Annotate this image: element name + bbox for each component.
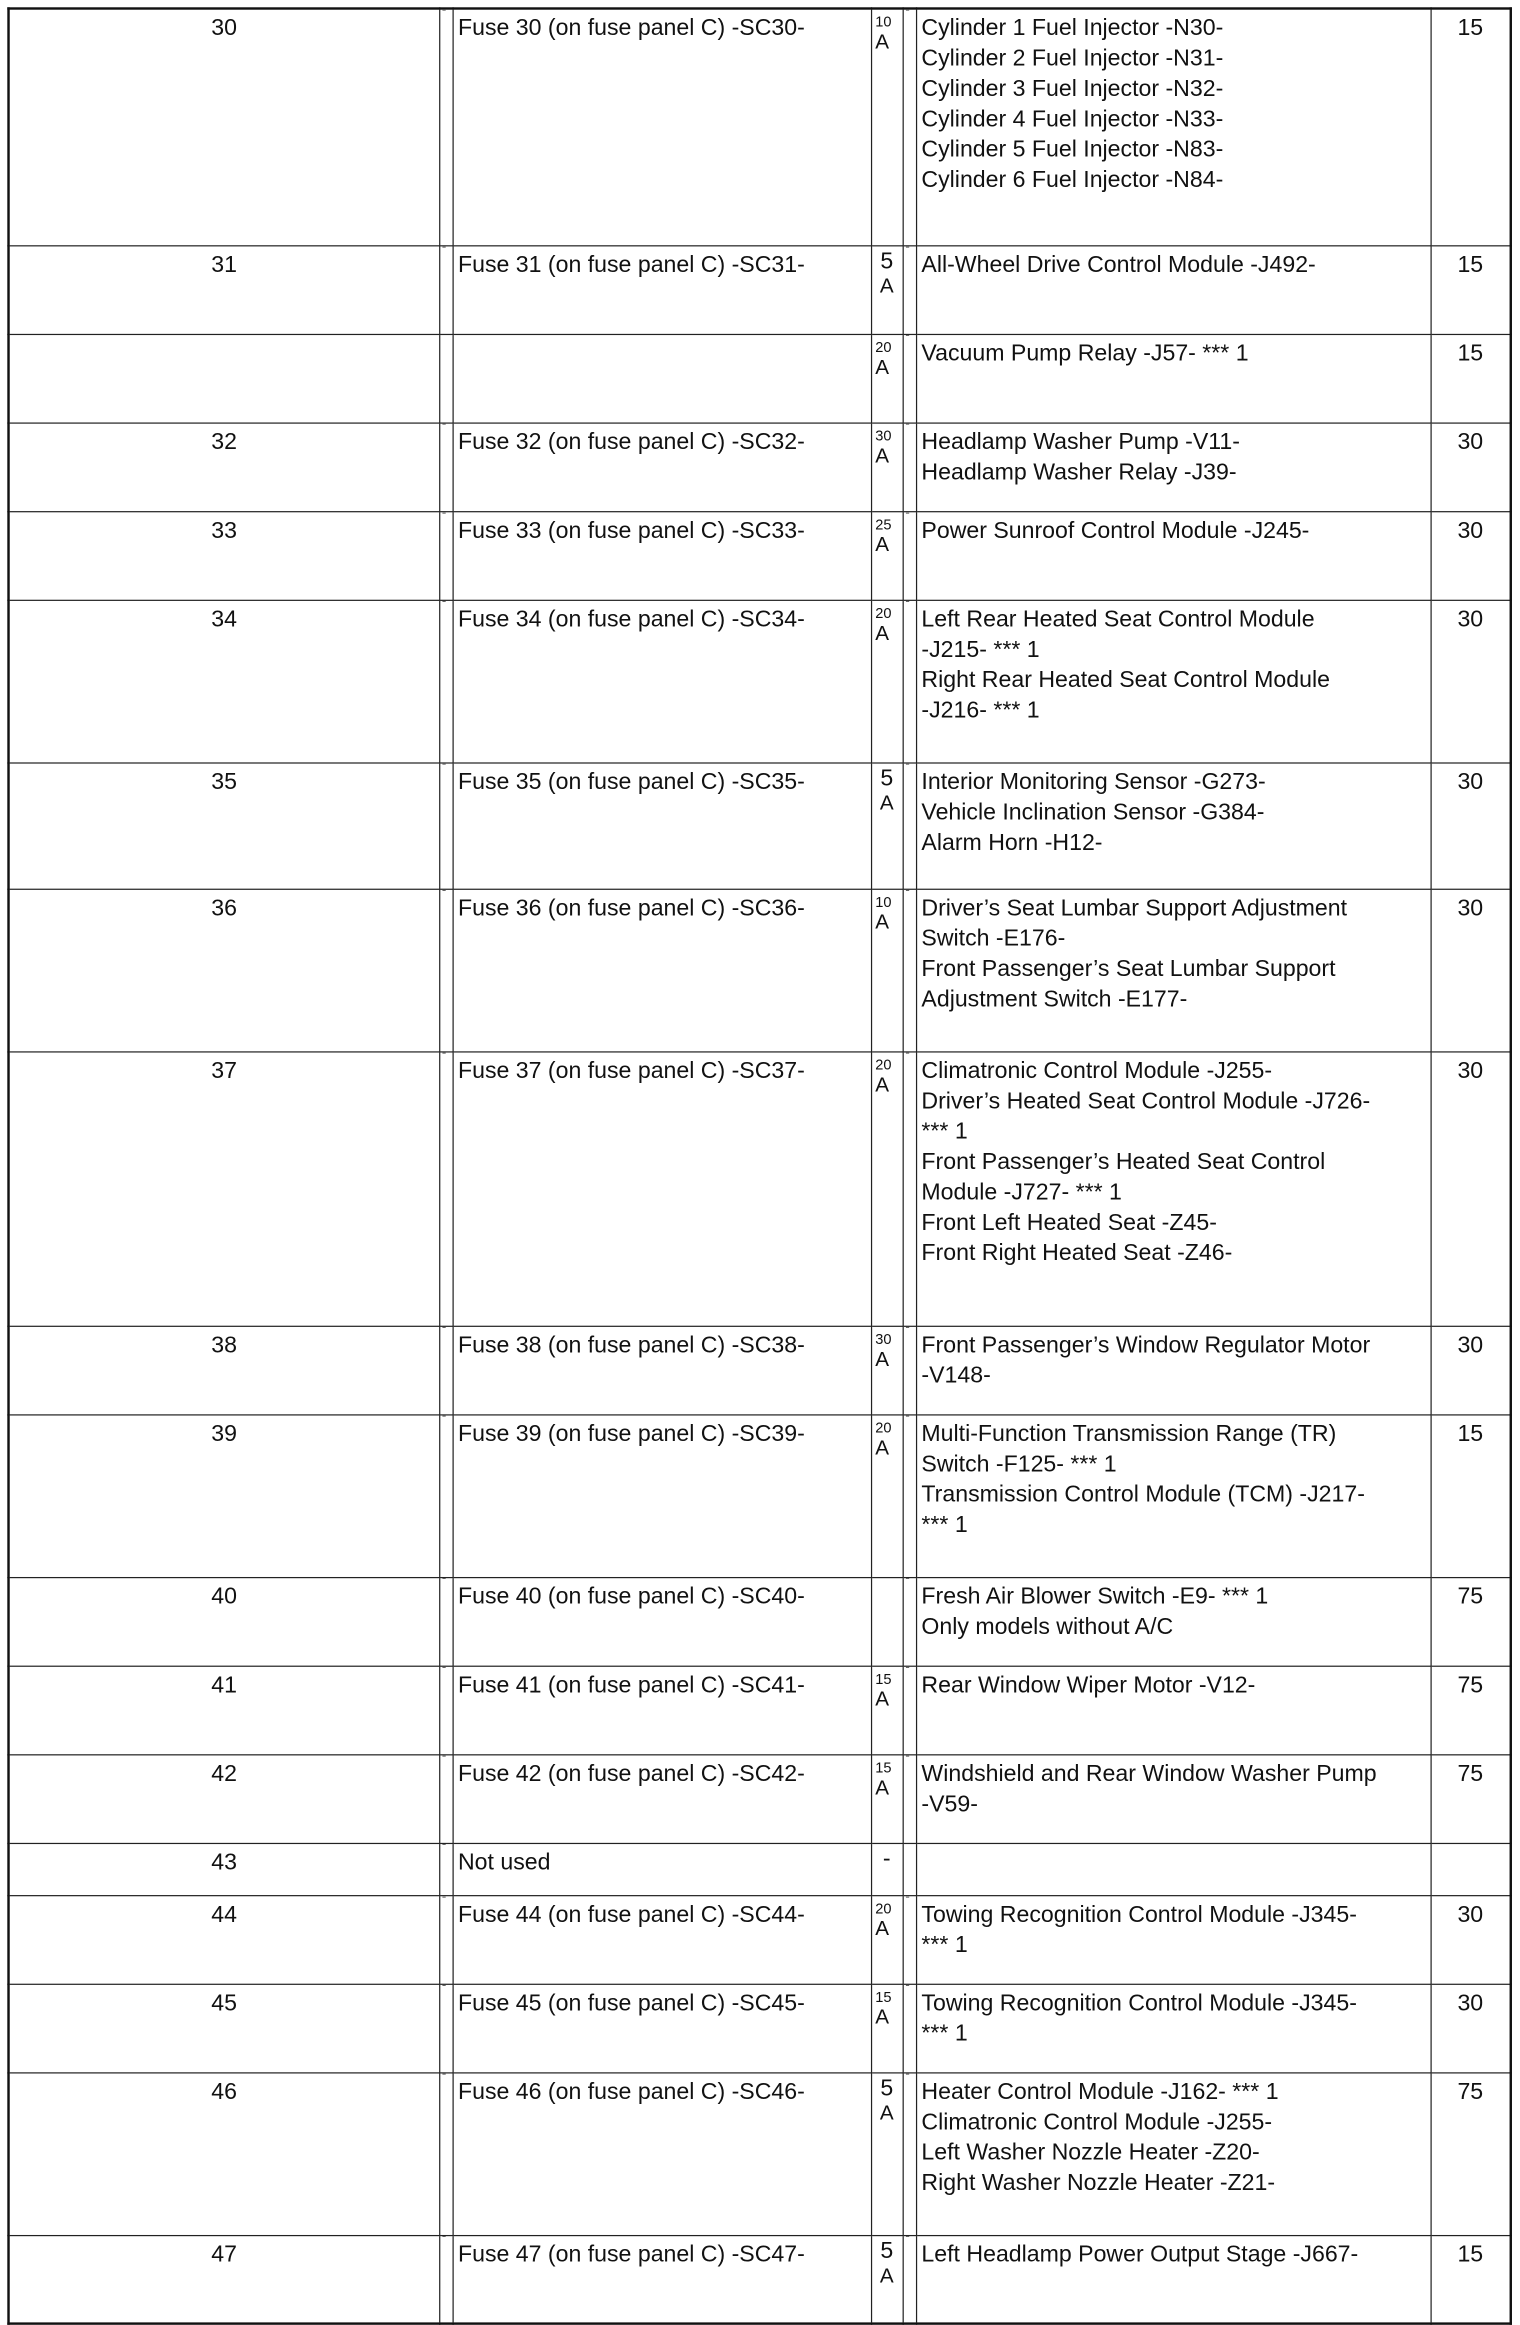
fuse-number: 47 [9, 2235, 440, 2324]
consumer-line: Towing Recognition Control Module -J345- [921, 1990, 1357, 2016]
fuse-amperage [871, 422, 903, 511]
amperage-value: 10 [875, 892, 892, 910]
terminal: 15 [1430, 245, 1510, 334]
consumer-line: All-Wheel Drive Control Module -J492- [921, 251, 1316, 278]
consumer-line: -V148- [921, 1362, 991, 1389]
table-row [9, 889, 1511, 1052]
spacer-cell [439, 1754, 452, 1843]
amperage-value: 20 [875, 1418, 892, 1436]
amperage-value: 20 [875, 603, 892, 621]
terminal: 15 [1430, 2235, 1510, 2324]
consumer-line: Cylinder 2 Fuel Injector -N31- [921, 46, 1224, 72]
consumer-line: Right Rear Heated Seat Control Module [921, 667, 1330, 693]
spacer-cell [903, 334, 916, 423]
fuse-number: 36 [9, 889, 440, 1052]
spacer-cell [903, 1843, 916, 1895]
spacer-cell [439, 8, 452, 245]
consumer-line: Cylinder 1 Fuel Injector -N30- [921, 15, 1224, 42]
fuse-number [9, 334, 440, 423]
consumer-line: Cylinder 6 Fuel Injector -N84- [921, 167, 1224, 194]
fuse-amperage [871, 1414, 903, 1577]
amperage-unit: A [875, 1346, 889, 1370]
spacer-cell [903, 1414, 916, 1577]
amperage-value: 10 [875, 13, 892, 31]
fuse-number: 42 [9, 1754, 440, 1843]
fuse-amperage [871, 889, 903, 1052]
amperage-value: - [882, 1845, 891, 1872]
spacer-cell [439, 1326, 452, 1415]
consumer-list [916, 422, 1431, 511]
terminal: 30 [1430, 762, 1510, 888]
fuse-number: 30 [9, 8, 440, 245]
spacer-cell [439, 1984, 452, 2073]
terminal: 75 [1430, 1577, 1510, 1666]
table-row [9, 600, 1511, 763]
spacer-cell [903, 2235, 916, 2324]
spacer-cell [903, 1984, 916, 2073]
terminal: 30 [1430, 600, 1510, 763]
fuse-amperage [871, 1051, 903, 1325]
fuse-amperage [871, 1326, 903, 1415]
spacer-cell [439, 2072, 452, 2235]
terminal: 30 [1430, 1326, 1510, 1415]
consumer-line: Switch -F125- *** 1 [921, 1451, 1117, 1477]
fuse-number: 32 [9, 422, 440, 511]
terminal: 15 [1430, 1414, 1510, 1577]
fuse-designation: Fuse 31 (on fuse panel C) -SC31- [453, 245, 871, 334]
consumer-line: *** 1 [921, 1512, 968, 1538]
consumer-line: Only models without A/C [921, 1614, 1174, 1640]
spacer-cell [439, 422, 452, 511]
consumer-line: Alarm Horn -H12- [921, 829, 1103, 856]
consumer-line: Climatronic Control Module -J255- [921, 2109, 1273, 2135]
consumer-line: Right Washer Nozzle Heater -Z21- [921, 2170, 1276, 2196]
spacer-cell [439, 1666, 452, 1755]
amperage-unit: A [879, 2263, 894, 2287]
fuse-designation [453, 334, 871, 423]
consumer-list [916, 1754, 1431, 1843]
fuse-designation: Fuse 41 (on fuse panel C) -SC41- [453, 1666, 871, 1755]
amperage-value: 5 [880, 2075, 894, 2101]
fuse-number: 43 [9, 1843, 440, 1895]
consumer-list [916, 1895, 1431, 1984]
consumer-line: Windshield and Rear Window Washer Pump [921, 1760, 1377, 1787]
fuse-amperage [871, 245, 903, 334]
fuse-amperage [871, 2235, 903, 2324]
consumer-list [916, 1577, 1431, 1666]
terminal: 75 [1430, 1754, 1510, 1843]
amperage-unit: A [879, 790, 894, 814]
fuse-designation: Fuse 37 (on fuse panel C) -SC37- [453, 1051, 871, 1325]
consumer-list [916, 2072, 1431, 2235]
consumer-line: Front Passenger’s Seat Lumbar Support [921, 956, 1336, 982]
consumer-line: *** 1 [921, 1118, 968, 1145]
amperage-value: 30 [875, 426, 892, 444]
amperage-value: 5 [880, 765, 894, 791]
table-row [9, 1051, 1511, 1325]
spacer-cell [903, 762, 916, 888]
table-row [9, 762, 1511, 888]
consumer-list [916, 1326, 1431, 1415]
fuse-amperage [871, 2072, 903, 2235]
fuse-designation: Fuse 40 (on fuse panel C) -SC40- [453, 1577, 871, 1666]
fuse-designation: Fuse 39 (on fuse panel C) -SC39- [453, 1414, 871, 1577]
fuse-number: 39 [9, 1414, 440, 1577]
fuse-designation: Fuse 46 (on fuse panel C) -SC46- [453, 2072, 871, 2235]
amperage-value: 30 [875, 1329, 892, 1347]
consumer-line: Vacuum Pump Relay -J57- *** 1 [921, 340, 1249, 367]
terminal [1430, 1843, 1510, 1895]
consumer-line: Vehicle Inclination Sensor -G384- [921, 799, 1265, 825]
amperage-unit: A [875, 443, 889, 467]
fuse-designation: Not used [453, 1843, 871, 1895]
fuse-number: 31 [9, 245, 440, 334]
terminal: 15 [1430, 8, 1510, 245]
amperage-unit: A [875, 532, 889, 556]
table-row [9, 1326, 1511, 1415]
fuse-number: 44 [9, 1895, 440, 1984]
amperage-unit: A [875, 1435, 889, 1459]
fuse-designation: Fuse 30 (on fuse panel C) -SC30- [453, 8, 871, 245]
consumer-line: Cylinder 4 Fuel Injector -N33- [921, 106, 1224, 133]
terminal: 75 [1430, 1666, 1510, 1755]
fuse-amperage [871, 1984, 903, 2073]
table-row [9, 2235, 1511, 2324]
terminal: 75 [1430, 2072, 1510, 2235]
consumer-line: Front Passenger’s Heated Seat Control [921, 1149, 1326, 1175]
table-row [9, 1577, 1511, 1666]
spacer-cell [903, 889, 916, 1052]
consumer-line: Cylinder 3 Fuel Injector -N32- [921, 76, 1224, 102]
amperage-unit: A [875, 1686, 889, 1710]
consumer-list [916, 1666, 1431, 1755]
amperage-value: 20 [875, 1055, 892, 1073]
consumer-line: Front Right Heated Seat -Z46- [921, 1240, 1233, 1266]
amperage-unit: A [879, 2100, 894, 2124]
spacer-cell [439, 2235, 452, 2324]
fuse-number: 37 [9, 1051, 440, 1325]
table-row [9, 245, 1511, 334]
fuse-number: 41 [9, 1666, 440, 1755]
consumer-line: Module -J727- *** 1 [921, 1179, 1122, 1205]
consumer-line: Front Left Heated Seat -Z45- [921, 1209, 1217, 1236]
spacer-cell [439, 245, 452, 334]
table-row [9, 1414, 1511, 1577]
spacer-cell [903, 1326, 916, 1415]
amperage-value: 5 [880, 2238, 894, 2264]
fuse-number: 38 [9, 1326, 440, 1415]
consumer-list [916, 1984, 1431, 2073]
fuse-amperage [871, 762, 903, 888]
table-row [9, 1895, 1511, 1984]
consumer-line: Headlamp Washer Relay -J39- [921, 459, 1237, 485]
consumer-line: -V59- [921, 1791, 978, 1817]
amperage-unit: A [875, 2004, 889, 2028]
amperage-unit: A [875, 1775, 889, 1799]
consumer-list [916, 8, 1431, 245]
fuse-designation: Fuse 44 (on fuse panel C) -SC44- [453, 1895, 871, 1984]
spacer-cell [903, 600, 916, 763]
consumer-line: -J216- *** 1 [921, 697, 1040, 723]
spacer-cell [439, 1843, 452, 1895]
fuse-designation: Fuse 42 (on fuse panel C) -SC42- [453, 1754, 871, 1843]
consumer-line: Switch -E176- [921, 925, 1066, 952]
fuse-number: 46 [9, 2072, 440, 2235]
consumer-line: Adjustment Switch -E177- [921, 986, 1188, 1012]
amperage-value: 5 [880, 248, 894, 274]
fuse-number: 33 [9, 511, 440, 600]
amperage-unit: A [875, 1072, 889, 1096]
consumer-line: Interior Monitoring Sensor -G273- [921, 769, 1266, 795]
fuse-number: 35 [9, 762, 440, 888]
consumer-line: Left Washer Nozzle Heater -Z20- [921, 2139, 1260, 2166]
amperage-value: 15 [875, 1987, 892, 2005]
fuse-amperage [871, 1895, 903, 1984]
consumer-line: -J215- *** 1 [921, 636, 1040, 663]
spacer-cell [439, 1895, 452, 1984]
fuse-number: 45 [9, 1984, 440, 2073]
fuse-designation: Fuse 36 (on fuse panel C) -SC36- [453, 889, 871, 1052]
fuse-designation: Fuse 38 (on fuse panel C) -SC38- [453, 1326, 871, 1415]
table-row [9, 1843, 1511, 1895]
spacer-cell [439, 762, 452, 888]
fuse-table-body [9, 8, 1511, 2323]
spacer-cell [439, 1577, 452, 1666]
consumer-list [916, 245, 1431, 334]
terminal: 30 [1430, 1984, 1510, 2073]
amperage-value: 20 [875, 1899, 892, 1917]
fuse-designation: Fuse 45 (on fuse panel C) -SC45- [453, 1984, 871, 2073]
amperage-value: 25 [875, 515, 892, 533]
amperage-unit: A [875, 1916, 889, 1940]
fuse-amperage [871, 1754, 903, 1843]
consumer-list [916, 334, 1431, 423]
consumer-line: *** 1 [921, 1932, 968, 1958]
consumer-line: Cylinder 5 Fuel Injector -N83- [921, 137, 1224, 163]
consumer-line: Left Headlamp Power Output Stage -J667- [921, 2241, 1359, 2268]
table-row [9, 334, 1511, 423]
consumer-line: Multi-Function Transmission Range (TR) [921, 1420, 1337, 1447]
amperage-unit: A [879, 273, 894, 297]
spacer-cell [903, 245, 916, 334]
terminal: 30 [1430, 511, 1510, 600]
amperage-value: 15 [875, 1669, 892, 1687]
consumer-line: Front Passenger’s Window Regulator Motor [921, 1332, 1371, 1358]
spacer-cell [439, 600, 452, 763]
fuse-table [7, 7, 1512, 2325]
fuse-designation: Fuse 35 (on fuse panel C) -SC35- [453, 762, 871, 888]
consumer-line: Driver’s Seat Lumbar Support Adjustment [921, 895, 1348, 921]
table-row [9, 1984, 1511, 2073]
fuse-number: 40 [9, 1577, 440, 1666]
consumer-line: Heater Control Module -J162- *** 1 [921, 2078, 1279, 2105]
fuse-number: 34 [9, 600, 440, 763]
spacer-cell [903, 1577, 916, 1666]
amperage-value: 20 [875, 338, 892, 356]
consumer-line: Transmission Control Module (TCM) -J217- [921, 1481, 1365, 1508]
fuse-amperage [871, 1577, 903, 1666]
spacer-cell [903, 1754, 916, 1843]
fuse-amperage [871, 8, 903, 245]
terminal: 15 [1430, 334, 1510, 423]
spacer-cell [903, 1051, 916, 1325]
table-row [9, 511, 1511, 600]
amperage-unit: A [875, 30, 889, 54]
consumer-list [916, 762, 1431, 888]
consumer-line: Towing Recognition Control Module -J345- [921, 1901, 1357, 1928]
terminal: 30 [1430, 1051, 1510, 1325]
spacer-cell [903, 422, 916, 511]
consumer-list [916, 1843, 1431, 1895]
fuse-designation: Fuse 32 (on fuse panel C) -SC32- [453, 422, 871, 511]
fuse-amperage [871, 1843, 903, 1895]
spacer-cell [903, 511, 916, 600]
table-row [9, 8, 1511, 245]
amperage-unit: A [875, 620, 889, 645]
consumer-line: Power Sunroof Control Module -J245- [921, 517, 1310, 544]
fuse-designation: Fuse 33 (on fuse panel C) -SC33- [453, 511, 871, 600]
consumer-line: Fresh Air Blower Switch -E9- *** 1 [921, 1583, 1269, 1610]
spacer-cell [903, 2072, 916, 2235]
fuse-amperage [871, 511, 903, 600]
amperage-unit: A [875, 909, 889, 933]
spacer-cell [439, 889, 452, 1052]
amperage-unit: A [875, 355, 889, 379]
spacer-cell [439, 1051, 452, 1325]
spacer-cell [903, 1666, 916, 1755]
fuse-designation: Fuse 34 (on fuse panel C) -SC34- [453, 600, 871, 763]
consumer-line: Rear Window Wiper Motor -V12- [921, 1672, 1256, 1698]
fuse-amperage [871, 1666, 903, 1755]
table-row [9, 1666, 1511, 1755]
spacer-cell [903, 1895, 916, 1984]
consumer-line: Climatronic Control Module -J255- [921, 1058, 1273, 1084]
table-row [9, 2072, 1511, 2235]
consumer-list [916, 2235, 1431, 2324]
spacer-cell [439, 1414, 452, 1577]
table-row [9, 422, 1511, 511]
fuse-amperage [871, 334, 903, 423]
terminal: 30 [1430, 1895, 1510, 1984]
consumer-list [916, 1051, 1431, 1325]
consumer-list [916, 600, 1431, 763]
spacer-cell [903, 8, 916, 245]
table-row [9, 1754, 1511, 1843]
consumer-list [916, 889, 1431, 1052]
spacer-cell [439, 511, 452, 600]
consumer-line: *** 1 [921, 2020, 968, 2047]
terminal: 30 [1430, 422, 1510, 511]
fuse-designation: Fuse 47 (on fuse panel C) -SC47- [453, 2235, 871, 2324]
spacer-cell [439, 334, 452, 423]
consumer-line: Driver’s Heated Seat Control Module -J726- [921, 1088, 1371, 1114]
fuse-amperage [871, 600, 903, 763]
consumer-list [916, 1414, 1431, 1577]
amperage-value: 15 [875, 1758, 892, 1776]
consumer-list [916, 511, 1431, 600]
terminal: 30 [1430, 889, 1510, 1052]
consumer-line: Headlamp Washer Pump -V11- [921, 429, 1240, 455]
consumer-line: Left Rear Heated Seat Control Module [921, 606, 1315, 632]
